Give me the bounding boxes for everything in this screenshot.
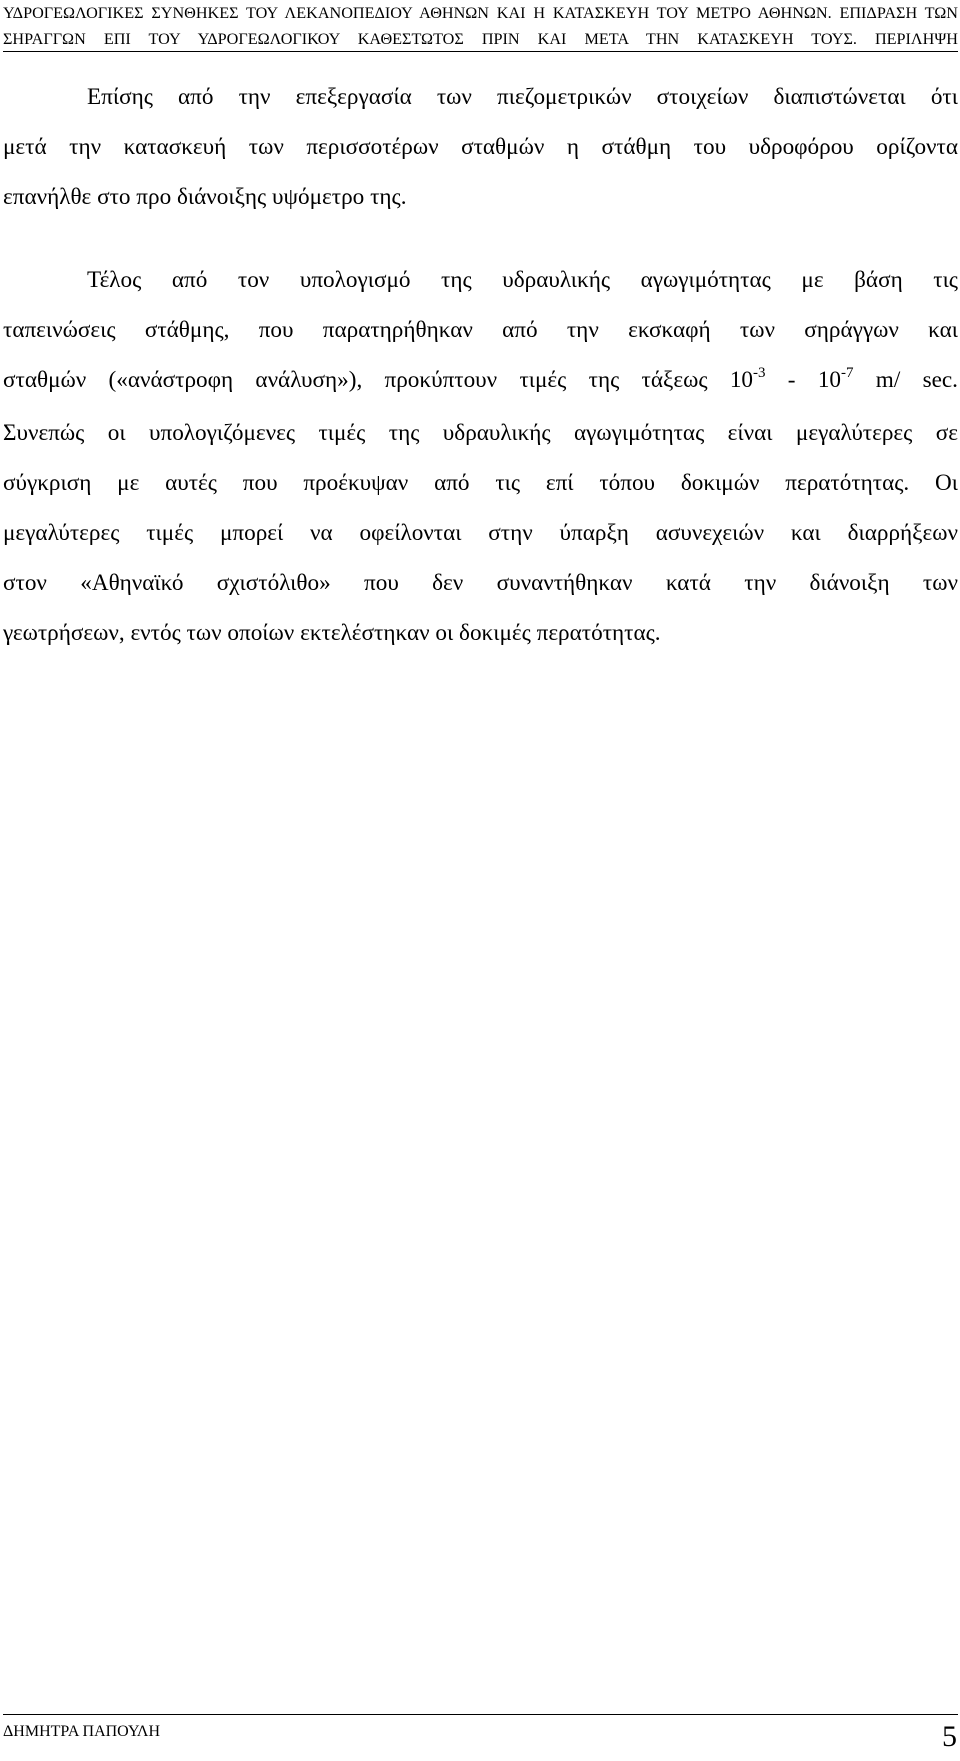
line-3-text-a: σταθμών («ανάστροφη ανάλυση»), προκύπτουν τιμές της τάξεως 10 bbox=[3, 367, 754, 393]
paragraph-1-line-1: Επίσης από την επεξεργασία των πιεζομετρικών στοιχείων διαπιστώνεται ότι bbox=[87, 84, 958, 110]
header-divider bbox=[3, 51, 958, 52]
paragraph-1-line-2: μετά την κατασκευή των περισσοτέρων σταθμών η στάθμη του υδροφόρου ορίζοντα bbox=[3, 134, 958, 160]
footer-author: ΔΗΜΗΤΡΑ ΠΑΠΟΥΛΗ bbox=[3, 1723, 161, 1740]
running-header-line-1: ΥΔΡΟΓΕΩΛΟΓΙΚΕΣ ΣΥΝΘΗΚΕΣ ΤΟΥ ΛΕΚΑΝΟΠΕΔΙΟΥ ΑΘΗΝΩΝ ΚΑΙ Η ΚΑΤΑΣΚΕΥΗ ΤΟΥ ΜΕΤΡΟ ΑΘΗΝΩΝ. ΕΠΙΔΡΑΣΗ ΤΩΝ bbox=[3, 4, 958, 22]
line-3-text-b: - 10 bbox=[765, 367, 842, 393]
paragraph-2-line-1: Τέλος από τον υπολογισμό της υδραυλικής αγωγιμότητας με βάση τις bbox=[87, 267, 958, 293]
exponent-2: -7 bbox=[841, 365, 854, 381]
line-3-text-c: m/ sec. bbox=[853, 367, 958, 393]
paragraph-1-line-3: επανήλθε στο προ διάνοιξης υψόμετρο της. bbox=[3, 184, 407, 210]
footer-divider bbox=[3, 1714, 958, 1715]
paragraph-1 bbox=[3, 72, 958, 222]
paragraph-2-line-6: μεγαλύτερες τιμές μπορεί να οφείλονται στην ύπαρξη ασυνεχειών και διαρρήξεων bbox=[3, 520, 958, 546]
paragraph-2-line-2: ταπεινώσεις στάθμης, που παρατηρήθηκαν από την εκσκαφή των σηράγγων και bbox=[3, 317, 958, 343]
paragraph-2-line-3 bbox=[3, 355, 958, 408]
running-header bbox=[3, 0, 958, 52]
paragraph-2 bbox=[3, 255, 958, 658]
paragraph-2-line-5: σύγκριση με αυτές που προέκυψαν από τις επί τόπου δοκιμών περατότητας. Οι bbox=[3, 470, 958, 496]
exponent-1: -3 bbox=[753, 365, 766, 381]
paragraph-2-line-7: στον «Αθηναϊκό σχιστόλιθο» που δεν συναντήθηκαν κατά την διάνοιξη των bbox=[3, 570, 958, 596]
running-header-line-2: ΣΗΡΑΓΓΩΝ ΕΠΙ ΤΟΥ ΥΔΡΟΓΕΩΛΟΓΙΚΟΥ ΚΑΘΕΣΤΩΤΟΣ ΠΡΙΝ ΚΑΙ ΜΕΤΑ ΤΗΝ ΚΑΤΑΣΚΕΥΗ ΤΟΥΣ. ΠΕΡΙΛΗΨΗ bbox=[3, 30, 958, 48]
paragraph-2-line-4: Συνεπώς οι υπολογιζόμενες τιμές της υδραυλικής αγωγιμότητας είναι μεγαλύτερες σε bbox=[3, 420, 958, 446]
page-number: 5 bbox=[942, 1720, 957, 1753]
paragraph-2-line-8: γεωτρήσεων, εντός των οποίων εκτελέστηκαν οι δοκιμές περατότητας. bbox=[3, 620, 661, 646]
